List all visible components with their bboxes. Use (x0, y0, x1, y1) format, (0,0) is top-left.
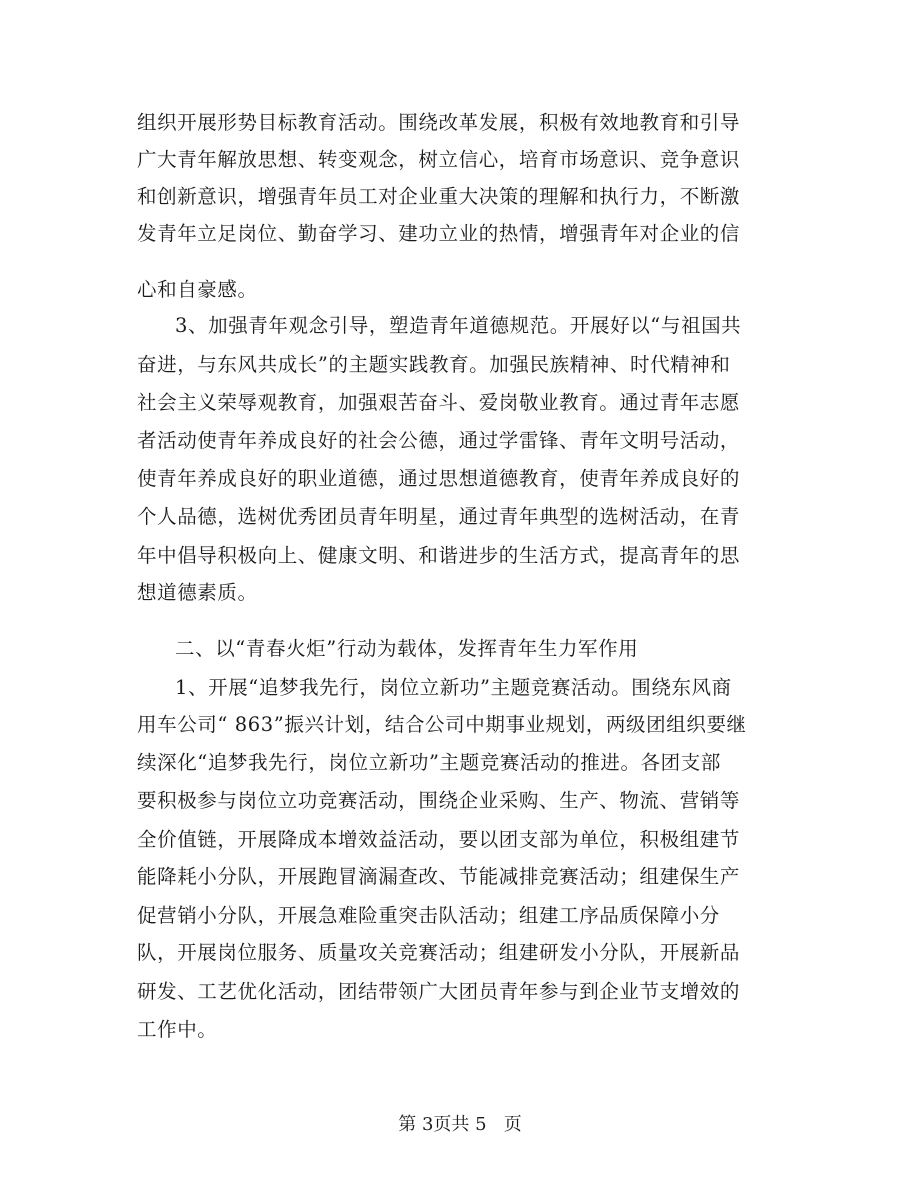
text-line: 者活动使青年养成良好的社会公德，通过学雷锋、青年文明号活动， (137, 429, 741, 452)
text-line: 组织开展形势目标教育活动。围绕改革发展，积极有效地教育和引导 (137, 111, 741, 134)
text-line: 续深化“追梦我先行，岗位立新功”主题竞赛活动的推进。各团支部 (137, 751, 721, 774)
paragraph-start-line: 3、加强青年观念引导，塑造青年道德规范。开展好以“与祖国共 (175, 314, 742, 337)
text-line: 使青年养成良好的职业道德，通过思想道德教育，使青年养成良好的 (137, 467, 741, 490)
text-line: 广大青年解放思想、转变观念，树立信心，培育市场意识、竞争意识 (137, 148, 741, 171)
text-line: 发青年立足岗位、勤奋学习、建功立业的热情，增强青年对企业的信 (137, 222, 741, 245)
text-line: 队，开展岗位服务、质量攻关竞赛活动；组建研发小分队，开展新品 (137, 941, 741, 964)
text-line: 研发、工艺优化活动，团结带领广大团员青年参与到企业节支增效的 (137, 980, 741, 1003)
text-line: 奋进，与东风共成长”的主题实践教育。加强民族精神、时代精神和 (137, 353, 731, 376)
text-line: 要积极参与岗位立功竞赛活动，围绕企业采购、生产、物流、营销等 (137, 789, 741, 812)
text-line: 用车公司“ 863”振兴计划，结合公司中期事业规划，两级团组织要继 (137, 713, 747, 736)
text-line: 个人品德，选树优秀团员青年明星，通过青年典型的选树活动，在青 (137, 505, 741, 528)
text-line: 和创新意识，增强青年员工对企业重大决策的理解和执行力，不断激 (137, 185, 741, 208)
text-line: 全价值链，开展降成本增效益活动，要以团支部为单位，积极组建节 (137, 828, 741, 851)
text-line: 社会主义荣辱观教育，加强艰苦奋斗、爱岗敬业教育。通过青年志愿 (137, 391, 741, 414)
paragraph-start-line: 1、开展“追梦我先行，岗位立新功”主题竞赛活动。围绕东风商 (175, 676, 732, 699)
text-line: 年中倡导积极向上、健康文明、和谐进步的生活方式，提高青年的思 (137, 544, 741, 567)
section-heading: 二、以“青春火炬”行动为载体，发挥青年生力军作用 (175, 637, 639, 660)
text-line: 能降耗小分队，开展跑冒滴漏查改、节能减排竞赛活动；组建保生产 (137, 865, 741, 888)
text-line: 促营销小分队，开展急难险重突击队活动；组建工序品质保障小分 (137, 904, 720, 927)
text-line: 心和自豪感。 (137, 278, 258, 301)
text-line: 工作中。 (137, 1018, 218, 1041)
text-line: 想道德素质。 (137, 581, 258, 604)
page-number-footer: 第 3页共 5 页 (398, 1114, 522, 1135)
